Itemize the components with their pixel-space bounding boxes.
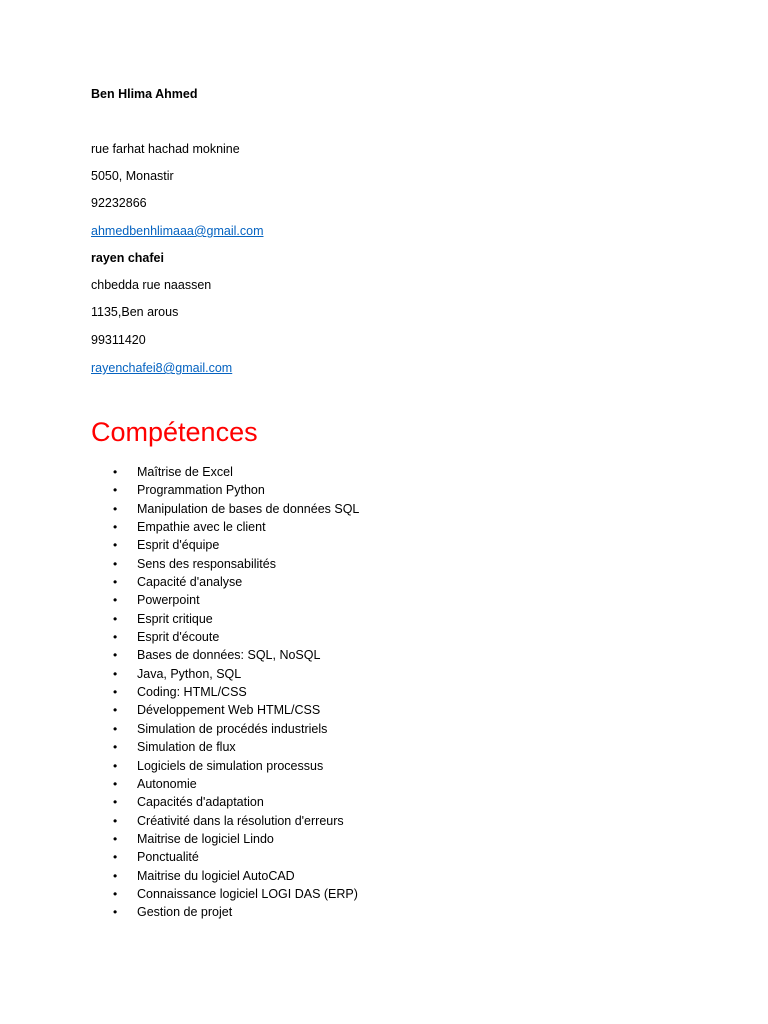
- bullet-icon: •: [113, 850, 118, 865]
- skill-label: Powerpoint: [137, 593, 200, 608]
- skill-label: Créativité dans la résolution d'erreurs: [137, 813, 344, 828]
- skill-label: Logiciels de simulation processus: [137, 758, 324, 773]
- bullet-icon: •: [113, 520, 118, 535]
- bullet-icon: •: [113, 648, 118, 663]
- skill-label: Programmation Python: [137, 483, 265, 498]
- recipient-phone: 99311420: [91, 333, 146, 347]
- sender-email-link[interactable]: ahmedbenhlimaaa@gmail.com: [91, 224, 264, 238]
- skill-label: Coding: HTML/CSS: [137, 685, 247, 700]
- skill-label: Manipulation de bases de données SQL: [137, 501, 360, 516]
- bullet-icon: •: [113, 868, 118, 883]
- recipient-email-link[interactable]: rayenchafei8@gmail.com: [91, 361, 233, 375]
- recipient-name: rayen chafei: [91, 251, 164, 265]
- recipient-street: chbedda rue naassen: [91, 278, 212, 292]
- skill-label: Bases de données: SQL, NoSQL: [137, 648, 321, 663]
- sender-name: Ben Hlima Ahmed: [91, 87, 198, 101]
- bullet-icon: •: [113, 593, 118, 608]
- bullet-icon: •: [113, 501, 118, 516]
- sender-city: 5050, Monastir: [91, 169, 174, 183]
- bullet-icon: •: [113, 556, 118, 571]
- skill-label: Développement Web HTML/CSS: [137, 703, 321, 718]
- skill-label: Capacités d'adaptation: [137, 795, 264, 810]
- bullet-icon: •: [113, 721, 118, 736]
- bullet-icon: •: [113, 905, 118, 920]
- bullet-icon: •: [113, 813, 118, 828]
- skill-label: Esprit d'écoute: [137, 630, 220, 645]
- skill-label: Simulation de flux: [137, 740, 236, 755]
- bullet-icon: •: [113, 795, 118, 810]
- bullet-icon: •: [113, 611, 118, 626]
- skill-label: Connaissance logiciel LOGI DAS (ERP): [137, 886, 358, 901]
- bullet-icon: •: [113, 886, 118, 901]
- bullet-icon: •: [113, 776, 118, 791]
- skill-label: Autonomie: [137, 776, 197, 791]
- sender-street: rue farhat hachad moknine: [91, 142, 240, 156]
- bullet-icon: •: [113, 538, 118, 553]
- skill-label: Esprit critique: [137, 611, 213, 626]
- skill-label: Empathie avec le client: [137, 520, 266, 535]
- bullet-icon: •: [113, 740, 118, 755]
- bullet-icon: •: [113, 465, 118, 479]
- sender-phone: 92232866: [91, 196, 147, 210]
- skill-label: Maîtrise de Excel: [137, 465, 233, 479]
- bullet-icon: •: [113, 758, 118, 773]
- bullet-icon: •: [113, 831, 118, 846]
- skill-label: Simulation de procédés industriels: [137, 721, 328, 736]
- skill-label: Java, Python, SQL: [137, 666, 242, 681]
- recipient-city: 1135,Ben arous: [91, 305, 179, 319]
- bullet-icon: •: [113, 703, 118, 718]
- skill-label: Gestion de projet: [137, 905, 233, 920]
- bullet-icon: •: [113, 685, 118, 700]
- skill-label: Esprit d'équipe: [137, 538, 220, 553]
- bullet-icon: •: [113, 666, 118, 681]
- skill-label: Maitrise de logiciel Lindo: [137, 831, 274, 846]
- bullet-icon: •: [113, 483, 118, 498]
- bullet-icon: •: [113, 630, 118, 645]
- skill-label: Sens des responsabilités: [137, 556, 276, 571]
- skill-label: Maitrise du logiciel AutoCAD: [137, 868, 295, 883]
- skills-heading: Compétences: [91, 417, 258, 447]
- skill-label: Ponctualité: [137, 850, 199, 865]
- bullet-icon: •: [113, 575, 118, 590]
- skill-label: Capacité d'analyse: [137, 575, 243, 590]
